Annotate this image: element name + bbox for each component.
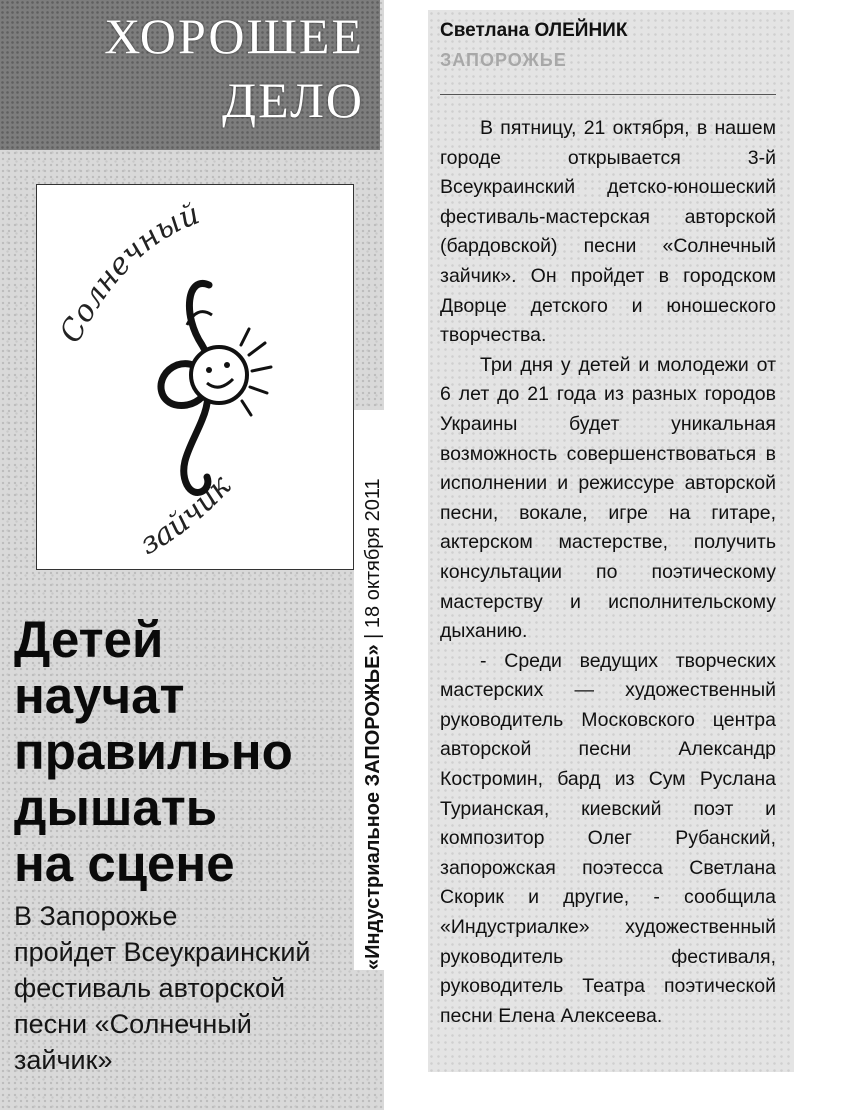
source-date: 18 октября 2011: [362, 478, 384, 629]
article-subheadline: В Запорожье пройдет Всеукраинский фестиваль авторской песни «Солнечный зайчик»: [14, 901, 311, 1075]
logo-word-top: Солнечный: [53, 196, 205, 349]
article-paragraph: Три дня у детей и молодежи от 6 лет до 21 года из разных городов Украины будет уникальная возможность совершенствоваться в исполнении и режиссуре авторской песни, вокале, игре на гитаре, актерском мастерстве, получить консультации по поэтическому мастерству и исполнительскому дыханию.: [440, 353, 776, 643]
rubric-title: ХОРОШЕЕ ДЕЛО: [104, 8, 364, 128]
sun-face-icon: [191, 347, 247, 403]
byline-divider: [440, 94, 776, 95]
article-paragraph: - Среди ведущих творческих мастерских — художественный руководитель Московского центра авторской песни Александр Костромин, бард из Сум Руслана Турианская, киевский поэт и композитор Олег Рубанский, запорожская поэтесса Светлана Скорик и другие, - сообщила «Индустриалке» художественный руководитель фестиваля, руководитель Театра поэтической песни Елена Алексеева.: [440, 649, 776, 1027]
source-paper-name: «Индустриальное ЗАПОРОЖЬЕ»: [362, 644, 384, 970]
source-separator: |: [362, 633, 384, 639]
byline-author: Светлана ОЛЕЙНИК: [440, 20, 628, 41]
byline-city: ЗАПОРОЖЬЕ: [440, 50, 567, 70]
source-stamp: [354, 410, 392, 970]
rubric-banner: [0, 0, 380, 150]
festival-logo: [36, 184, 354, 570]
article-body: [440, 114, 776, 1031]
article-headline: Детей научат правильно дышать на сцене: [14, 611, 293, 892]
logo-word-bottom: зайчик: [133, 468, 239, 563]
article-paragraph: В пятницу, 21 октября, в нашем городе открывается 3-й Всеукраинский детско-юношеский фестиваль-мастерская авторской (бардовской) песни «Солнечный зайчик». Он пройдет в городском Дворце детского и юношеского творчества.: [440, 117, 776, 347]
logo-illustration: [37, 185, 353, 569]
